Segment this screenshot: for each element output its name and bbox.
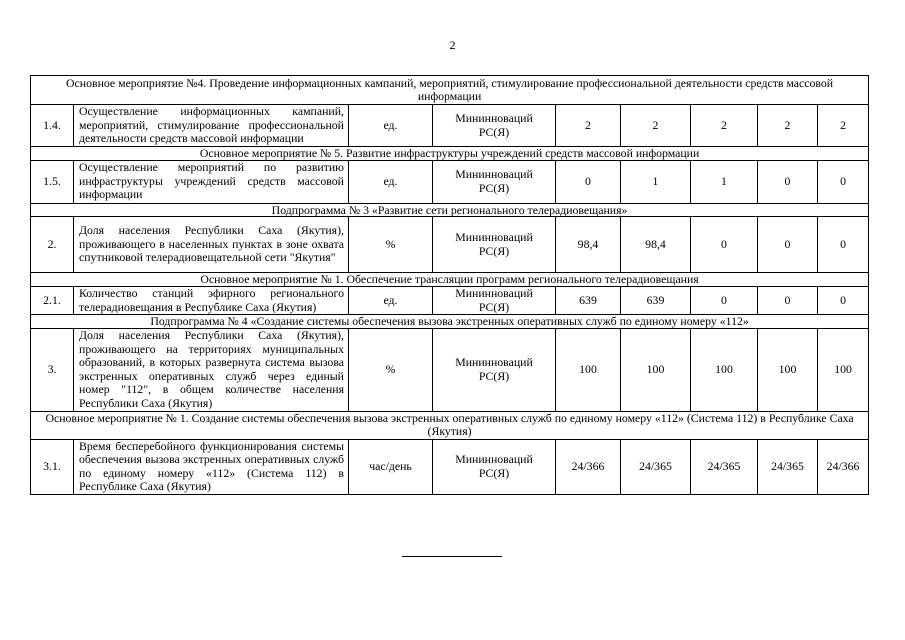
indicators-table	[30, 75, 869, 495]
indicator-description: Доля населения Республики Саха (Якутия), проживающего в населенных пунктах в зоне охвата спутниковой телерадиовещательной сети "Якутия"	[74, 217, 349, 273]
value-cell: 2	[691, 105, 758, 147]
indicator-description: Осуществление мероприятий по развитию инфраструктуры учреждений средств массовой информации	[74, 160, 349, 203]
responsible-cell	[433, 105, 556, 147]
value-cell: 100	[691, 328, 758, 411]
page-number: 2	[449, 38, 456, 52]
indicator-row	[31, 105, 869, 147]
value-cell: 639	[621, 287, 691, 315]
value-cell: 24/365	[691, 439, 758, 494]
value-cell: 0	[691, 217, 758, 273]
row-number: 3.	[31, 328, 74, 411]
responsible-text: Мининноваций РС(Я)	[455, 286, 533, 314]
row-number: 1.5.	[31, 160, 74, 203]
section-row	[31, 411, 869, 439]
value-cell: 100	[818, 328, 869, 411]
value-cell: 2	[621, 105, 691, 147]
section-heading: Основное мероприятие № 5. Развитие инфраструктуры учреждений средств массовой информации	[31, 147, 869, 161]
row-number: 3.1.	[31, 439, 74, 494]
value-cell: 100	[621, 328, 691, 411]
responsible-text: Мининноваций РС(Я)	[455, 452, 533, 480]
responsible-cell	[433, 439, 556, 494]
value-cell: 0	[691, 287, 758, 315]
indicator-row	[31, 217, 869, 273]
indicator-row	[31, 439, 869, 494]
value-cell: 0	[758, 160, 818, 203]
section-heading: Подпрограмма № 4 «Создание системы обеспечения вызова экстренных оперативных служб по единому номеру «112»	[31, 315, 869, 329]
indicator-row	[31, 160, 869, 203]
section-row	[31, 76, 869, 105]
row-number: 1.4.	[31, 105, 74, 147]
row-number: 2.	[31, 217, 74, 273]
value-cell: 24/365	[758, 439, 818, 494]
unit-cell: %	[349, 217, 433, 273]
responsible-cell	[433, 328, 556, 411]
responsible-cell	[433, 160, 556, 203]
value-cell: 24/365	[621, 439, 691, 494]
responsible-text: Мининноваций РС(Я)	[455, 230, 533, 258]
value-cell: 2	[818, 105, 869, 147]
unit-cell: ед.	[349, 287, 433, 315]
section-row	[31, 315, 869, 329]
value-cell: 24/366	[556, 439, 621, 494]
unit-cell: ед.	[349, 160, 433, 203]
value-cell: 1	[621, 160, 691, 203]
value-cell: 0	[818, 287, 869, 315]
unit-cell: час/день	[349, 439, 433, 494]
section-heading: Основное мероприятие №4. Проведение информационных кампаний, мероприятий, стимулирование профессиональной деятельности средств массовой информации	[31, 76, 869, 105]
unit-cell: ед.	[349, 105, 433, 147]
unit-cell: %	[349, 328, 433, 411]
value-cell: 1	[691, 160, 758, 203]
responsible-text: Мининноваций РС(Я)	[455, 355, 533, 383]
indicator-row	[31, 328, 869, 411]
value-cell: 0	[818, 217, 869, 273]
value-cell: 100	[556, 328, 621, 411]
indicator-description: Осуществление информационных кампаний, мероприятий, стимулирование профессиональной деятельности средств массовой информации	[74, 105, 349, 147]
section-row	[31, 147, 869, 161]
section-row	[31, 203, 869, 217]
indicator-description: Время бесперебойного функционирования системы обеспечения вызова экстренных оперативных служб по единому номеру «112» (Система 112) в Республике Саха (Якутия)	[74, 439, 349, 494]
row-number: 2.1.	[31, 287, 74, 315]
responsible-text: Мининноваций РС(Я)	[455, 167, 533, 195]
section-heading: Подпрограмма № 3 «Развитие сети регионального телерадиовещания»	[31, 203, 869, 217]
section-heading: Основное мероприятие № 1. Обеспечение трансляции программ регионального телерадиовещания	[31, 273, 869, 287]
value-cell: 100	[758, 328, 818, 411]
responsible-cell	[433, 217, 556, 273]
value-cell: 0	[758, 217, 818, 273]
value-cell: 2	[556, 105, 621, 147]
value-cell: 0	[556, 160, 621, 203]
indicator-row	[31, 287, 869, 315]
footnote-separator-line	[402, 556, 502, 557]
section-row	[31, 273, 869, 287]
responsible-text: Мининноваций РС(Я)	[455, 111, 533, 139]
value-cell: 639	[556, 287, 621, 315]
value-cell: 0	[758, 287, 818, 315]
value-cell: 0	[818, 160, 869, 203]
indicator-description: Количество станций эфирного регионального телерадиовещания в Республике Саха (Якутия)	[74, 287, 349, 315]
indicator-description: Доля населения Республики Саха (Якутия), проживающего на территориях муниципальных образований, в которых развернута система вызова экстренных оперативных служб через единый номер "112", в общем количестве населения Республики Саха (Якутия)	[74, 328, 349, 411]
value-cell: 2	[758, 105, 818, 147]
section-heading: Основное мероприятие № 1. Создание системы обеспечения вызова экстренных оперативных служб по единому номеру «112» (Система 112) в Республике Саха (Якутия)	[31, 411, 869, 439]
responsible-cell	[433, 287, 556, 315]
value-cell: 98,4	[556, 217, 621, 273]
value-cell: 98,4	[621, 217, 691, 273]
value-cell: 24/366	[818, 439, 869, 494]
